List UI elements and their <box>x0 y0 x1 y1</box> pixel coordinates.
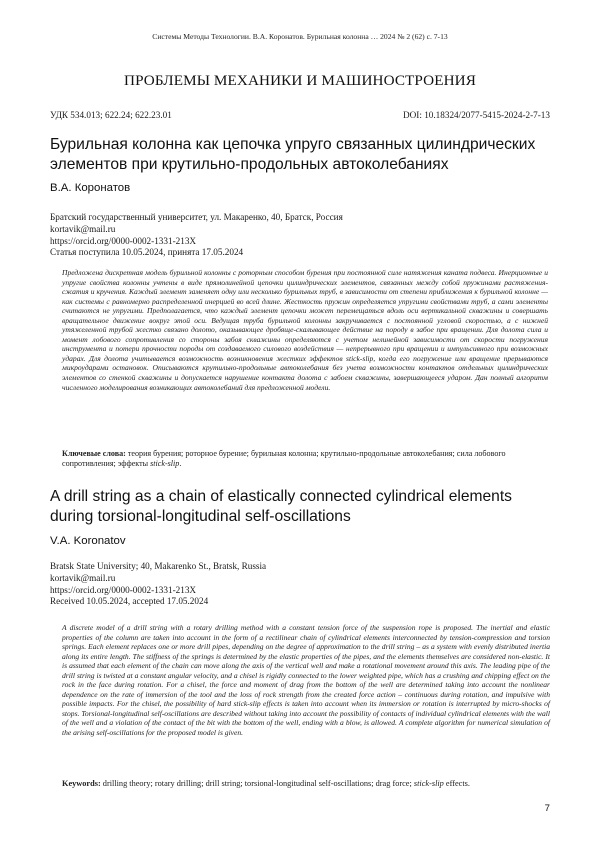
article-title-ru-line1: Бурильная колонна как цепочка упруго связанных цилиндрических <box>50 136 536 153</box>
keywords-text-en: drilling theory; rotary drilling; drill string; torsional-longitudinal self-oscillations; drag force; <box>102 779 412 788</box>
email-en[interactable]: kortavik@mail.ru <box>50 572 116 583</box>
running-header: Системы Методы Технологии. В.А. Коронатов. Бурильная колонна … 2024 № 2 (62) с. 7-13 <box>152 32 448 41</box>
article-title-en-line2: during torsional-longitudinal self-oscillations <box>50 508 351 525</box>
doi-link[interactable]: DOI: 10.18324/2077-5415-2024-2-7-13 <box>403 110 550 120</box>
dates-en: Received 10.05.2024, accepted 17.05.2024 <box>50 596 209 607</box>
affiliation-en: Bratsk State University; 40, Makarenko St., Bratsk, Russia <box>50 561 267 571</box>
keywords-italic-ru: stick-slip <box>150 459 180 469</box>
keywords-text-ru: теория бурения; роторное бурение; бурильная колонна; крутильно-продольные автоколебания; сила лобового сопротивления; эффекты <box>62 449 506 469</box>
article-title-ru <box>50 135 550 175</box>
author-ru: В.А. Коронатов <box>50 182 131 194</box>
affiliation-block-ru <box>50 212 550 259</box>
author-en: V.A. Koronatov <box>50 535 126 547</box>
article-title-en-line1: A drill string as a chain of elastically connected cylindrical elements <box>50 488 512 505</box>
keywords-end-ru: . <box>179 459 182 469</box>
orcid-en[interactable]: https://orcid.org/0000-0002-1331-213X <box>50 584 197 595</box>
abstract-en: A discrete model of a drill string with a rotary drilling method with a constant tension force of the suspension rope is proposed. The inertial and elastic properties of the column are taken into account in the form of a rectilinear chain of cylindrical elements interconnected by tension-compression and torsion springs. Each element replaces one or more drill pipes, depending on the degree of approximation to the drill string – as a system with evenly distributed inertia along its entire length. The stiffness of the springs is determined by the elastic properties of the pipes, and the elements themselves are considered non-elastic. It is assumed that each element of the chain can move along the axis of the vertical well and make a rotational movement around this axis. The leading pipe of the drill string is twisted at a constant angular velocity, and a chisel is rigidly connected to the lower weighted pipe, which has a crushing and chipping effect on the rock in the face during rotation. For a chisel, the force and moment of drag from the bottom of the well are determined taking into account the nonlinear dependence on the rate of immersion of the tool and the loss of rock strength from the created force action – continuous during rotation, and impulsive with possible impacts. For the chisel, the possibility of hard stick-slip effects is taken into account when its immersion or rotation is interrupted by micro-shocks of stops. Torsional-longitudinal self-oscillations are described without taking into account the possibility of contacts of individual cylindrical elements with the wall of the well and a violation of the contact of the bit with the bottom of the well, ending with a blow, is allowed. A complete algorithm for numerical simulation of the arising self-oscillations for the proposed model is given. <box>62 623 550 738</box>
affiliation-block-en <box>50 561 550 608</box>
keywords-label-ru: Ключевые слова: <box>62 449 126 458</box>
keywords-end-en: effects. <box>445 779 470 788</box>
keywords-label-en: Keywords: <box>62 779 101 788</box>
article-title-en <box>50 487 550 527</box>
article-title-ru-line2: элементов при крутильно-продольных автоколебаниях <box>50 156 449 173</box>
dates-ru: Статья поступила 10.05.2024, принята 17.05.2024 <box>50 247 244 258</box>
email-ru[interactable]: kortavik@mail.ru <box>50 223 116 234</box>
keywords-ru <box>62 449 548 470</box>
section-title: ПРОБЛЕМЫ МЕХАНИКИ И МАШИНОСТРОЕНИЯ <box>124 72 476 89</box>
page-number: 7 <box>544 803 550 814</box>
keywords-italic-en: stick-slip <box>413 779 444 788</box>
keywords-en <box>62 779 548 789</box>
udk-code: УДК 534.013; 622.24; 622.23.01 <box>50 110 172 120</box>
abstract-ru: Предложена дискретная модель бурильной колонны с роторным способом бурения при постоянной силе натяжения каната подвеса. Инерционные и упругие свойства колонны учтены в виде прямолинейной цепочки цилиндрических элементов, связанных между собой пружинами растяжения-сжатия и кручения. Каждый элемент заменяет одну или несколько бурильных труб, в зависимости от степени приближения к бурильной колонне — как системы с равномерно распределенной инерцией во всей длине. Жесткость пружин определяется упругими свойствами труб, а сами элементы считаются не упругими. Предполагается, что каждый элемент цепочки может перемещаться вдоль оси вертикальной скважины и совершать вращательное движение вокруг этой оси. Ведущая труба бурильной колонны закручивается с постоянной угловой скоростью, а с нижней утяжеленной трубой жестко связано долото, оказывающее дробяще-скалывающее действие на породу в забое при вращении. Для долота сила и момент лобового сопротивления со стороны забоя скважины определяются с учетом нелинейной зависимости от скорости погружения инструмента и потери прочности породы от создаваемого силового воздействия — непрерывного при вращении и импульсивного при возможных ударах. Для долота учитывается возможность возникновения жестких эффектов stick-slip, когда его погружение или вращение прерываются микроударами остановок. Описываются крутильно-продольные автоколебания без учета возможности контактов отдельных цилиндрических элементов со стенкой скважины и допускается нарушение контакта долота с забоем скважины, завершающееся ударом. Дан полный алгоритм численного моделирования возникающих автоколебаний для предложенной модели. <box>62 268 548 392</box>
orcid-ru[interactable]: https://orcid.org/0000-0002-1331-213X <box>50 235 197 246</box>
affiliation-ru: Братский государственный университет, ул. Макаренко, 40, Братск, Россия <box>50 212 343 222</box>
